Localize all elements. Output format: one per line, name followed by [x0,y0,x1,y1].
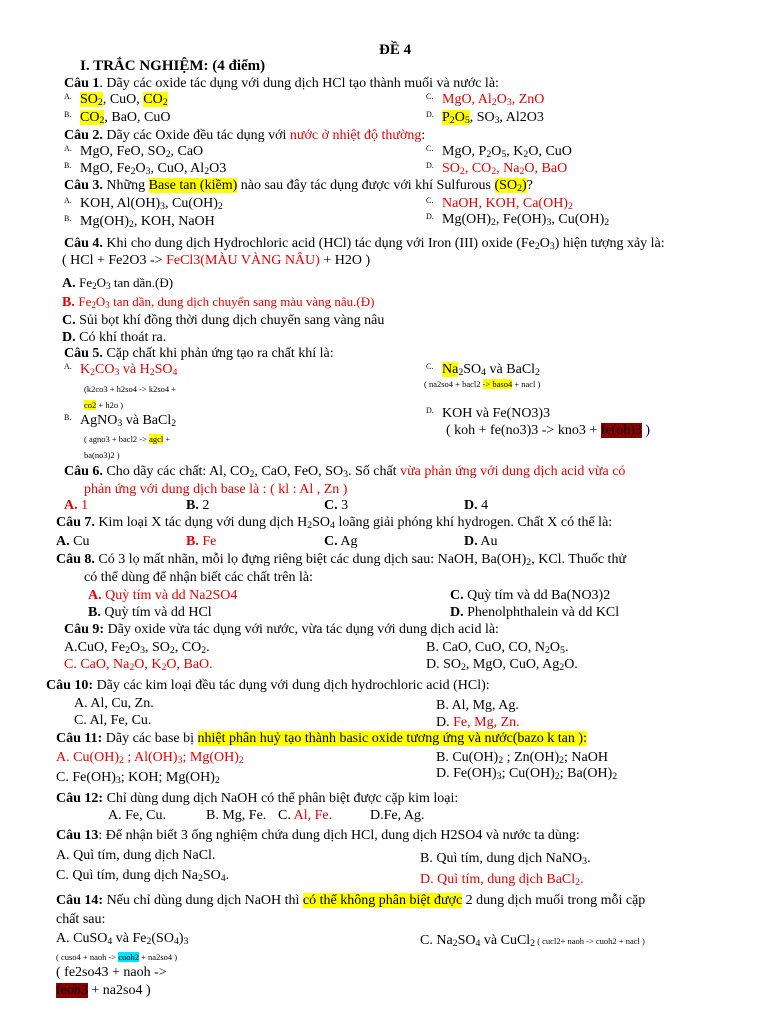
question-8-line2: có thể dùng để nhận biết các chất trên là: [84,570,313,585]
q12-option-c[interactable]: C. Al, Fe. [278,808,333,823]
question-10: Câu 10: Dãy các kim loại đều tác dụng với dung dịch hydrochloric acid (HCl): [46,678,490,693]
q5-option-a[interactable]: A. $K_2CO_3$ và $H_2SO_4$ [64,362,178,378]
question-6: Câu 6. Cho dãy các chất: Al, $CO_2$, CaO, FeO, $SO_3$. Số chất vừa phản ứng với dung dịch acid vừa có [64,464,626,480]
q4-option-d[interactable]: D. Có khí thoát ra. [62,330,167,345]
q7-option-a[interactable]: A. Cu [56,534,90,549]
q5-option-b[interactable]: B. AgNO$_3$ và BaCl$_2$ [64,413,177,429]
question-3: Câu 3. Những Base tan (kiềm) nào sau đây tác dụng được với khí Sulfurous $(SO_2)$? [64,178,533,194]
q5-d-note: ( koh + fe(no3)3 -> kno3 + fe(oh)3 ) [446,423,651,438]
q4-note: ( HCl + Fe2O3 -> FeCl3(MÀU VÀNG NÂU) + H2O ) [62,253,371,268]
q13-option-d[interactable]: D. Quì tím, dung dịch BaCl$_2$. [420,872,584,888]
q6-option-c[interactable]: C. 3 [324,498,349,513]
q11-option-c[interactable]: C. $Fe(OH)_3$; KOH; $Mg(OH)_2$ [56,770,220,786]
q6-option-a[interactable]: A. 1 [64,498,89,513]
q5-c-note: ( na2so4 + bacl2 -> baso4 + nacl ) [424,379,541,389]
q6-option-b[interactable]: B. 2 [186,498,210,513]
q3-option-a[interactable]: A. KOH, $Al(OH)_3$, $Cu(OH)_2$ [64,196,223,212]
q1-option-d[interactable]: D. $P_2O_5$, $SO_3$, Al2O3 [426,110,544,126]
question-7: Câu 7. Kim loại X tác dụng với dung dịch $H_2SO_4$ loãng giải phóng khí hydrogen. Chất X có thể là: [56,515,613,531]
question-5: Câu 5. Cặp chất khi phản ứng tạo ra chất khí là: [64,346,334,361]
question-1: Câu 1. Dãy các oxide tác dụng với dung dịch HCl tạo thành muối và nước là: [64,76,499,91]
question-2: Câu 2. Dãy các Oxide đều tác dụng với nước ở nhiệt độ thường: [64,128,426,143]
page-title: ĐỀ 4 [379,42,412,58]
question-9: Câu 9: Dãy oxide vừa tác dụng với nước, vừa tác dụng với dung dịch acid là: [64,622,499,637]
q4-option-a[interactable]: A. $Fe_2O_3$ tan dần.(Đ) [62,275,174,291]
q4-option-c[interactable]: C. Sủi bọt khí đồng thời dung dịch chuyển sang vàng nâu [62,313,385,328]
q14-a-note2: ( fe2so43 + naoh -> [56,965,167,980]
q7-option-d[interactable]: D. Au [464,534,498,549]
q14-a-note: ( cuso4 + naoh -> cuoh2 + na2so4 ) [56,952,178,962]
q14-option-a[interactable]: A. CuSO$_4$ và $Fe_2(SO_4)_3$ [56,931,189,947]
q5-option-c[interactable]: C. $Na_2SO_4$ và BaCl$_2$ [426,362,540,378]
q5-b-note2: ba(no3)2 ) [84,450,120,460]
q9-option-a[interactable]: A.CuO, $Fe_2O_3$, $SO_2$, $CO_2$. [64,640,210,656]
q1-option-b[interactable]: B. $CO_2$, BaO, CuO [64,110,171,126]
q2-option-b[interactable]: B. MgO, $Fe_2O_3$, CuO, $Al_2O3$ [64,161,227,177]
question-13: Câu 13: Để nhận biết 3 ống nghiệm chứa dung dịch HCl, dung dịch H2SO4 và nước ta dùng: [56,828,580,843]
q13-option-c[interactable]: C. Quì tím, dung dịch $Na_2SO_4$. [56,868,230,884]
q1-option-c[interactable]: C. MgO, $Al_2O_3$, ZnO [426,92,545,108]
q11-option-a[interactable]: A. $Cu(OH)_2$ ; $Al(OH)_3$; $Mg(OH)_2$ [56,750,244,766]
q12-option-a[interactable]: A. Fe, Cu. [108,808,166,823]
q5-b-note: ( agno3 + bacl2 -> agcl + [84,434,171,444]
q11-option-b[interactable]: B. $Cu(OH)_2$ ; $Zn(OH)_2$; NaOH [436,750,608,766]
q14-option-c[interactable]: C. $Na_2SO_4$ và CuCl$_2$ ( cucl2+ naoh -> cuoh2 + nacl ) [420,933,645,949]
q5-a-note: (k2co3 + h2so4 -> k2so4 + [84,384,177,394]
q2-option-d[interactable]: D. $SO_2$, $CO_2$, $Na_2O$, BaO [426,161,568,177]
q3-option-d[interactable]: D. $Mg(OH)_2$, $Fe(OH)_3$, $Cu(OH)_2$ [426,212,610,228]
q9-option-d[interactable]: D. $SO_2$, MgO, CuO, $Ag_2O$. [426,657,578,673]
q8-option-c[interactable]: C. Quỳ tím và dd Ba(NO3)2 [450,588,611,603]
q5-a-note2: co2 + h2o ) [84,400,124,410]
q1-option-a[interactable]: A. $SO_2$, CuO, $CO_2$ [64,92,168,108]
question-14: Câu 14: Nếu chỉ dùng dung dịch NaOH thì có thể không phân biệt được 2 dung dịch muối trong mỗi cặp [56,893,646,908]
q8-option-b[interactable]: B. Quỳ tím và dd HCl [88,605,212,620]
question-14-line2: chất sau: [56,912,106,927]
q2-option-c[interactable]: C. MgO, $P_2O_5$, $K_2O$, CuO [426,144,572,160]
q12-option-b[interactable]: B. Mg, Fe. [206,808,267,823]
q3-option-c[interactable]: C. NaOH, KOH, $Ca(OH)_2$ [426,196,573,212]
q2-option-a[interactable]: A. MgO, FeO, $SO_2$, CaO [64,144,204,160]
q10-option-b[interactable]: B. Al, Mg, Ag. [436,698,519,713]
q3-option-b[interactable]: B. $Mg(OH)_2$, KOH, NaOH [64,214,215,230]
q5-option-d[interactable]: D. KOH và Fe(NO3)3 [426,406,551,421]
q11-option-d[interactable]: D. $Fe(OH)_3$; $Cu(OH)_2$; $Ba(OH)_2$ [436,766,618,782]
question-8: Câu 8. Có 3 lọ mất nhãn, mỗi lọ đựng riêng biệt các dung dịch sau: NaOH, $Ba(OH)_2$, KCl. Thuốc thử [56,552,627,568]
q7-option-b[interactable]: B. Fe [186,534,217,549]
question-12: Câu 12: Chỉ dùng dung dịch NaOH có thể phân biệt được cặp kim loại: [56,791,459,806]
q8-option-a[interactable]: A. Quỳ tím và dd Na2SO4 [88,588,238,603]
q9-option-c[interactable]: C. CaO, $Na_2O$, $K_2O$, BaO. [64,657,213,673]
q10-option-c[interactable]: C. Al, Fe, Cu. [74,713,152,728]
q13-option-b[interactable]: B. Quì tím, dung dịch NaNO$_3$. [420,851,591,867]
section-heading: I. TRẮC NGHIỆM: (4 điểm) [80,58,266,74]
q8-option-d[interactable]: D. Phenolphthalein và dd KCl [450,605,620,620]
q14-a-note3: feoh3 + na2so4 ) [56,983,151,998]
q6-option-d[interactable]: D. 4 [464,498,489,513]
q10-option-a[interactable]: A. Al, Cu, Zn. [74,696,154,711]
q13-option-a[interactable]: A. Quì tím, dung dịch NaCl. [56,848,216,863]
q4-option-b[interactable]: B. $Fe_2O_3$ tan dần, dung dịch chuyển sang màu vàng nâu.(Đ) [62,294,375,310]
q12-option-d[interactable]: D.Fe, Ag. [370,808,425,823]
q7-option-c[interactable]: C. Ag [324,534,358,549]
question-4: Câu 4. Khi cho dung dịch Hydrochloric acid (HCl) tác dụng với Iron (III) oxide $(Fe_2O_3)$ hiện tượng xảy là: [64,236,665,252]
question-11: Câu 11: Dãy các base bị nhiệt phân huỷ tạo thành basic oxide tương ứng và nước(bazo k tan ): [56,731,587,746]
q9-option-b[interactable]: B. CaO, CuO, CO, $N_2O_5$. [426,640,569,656]
q10-option-d[interactable]: D. Fe, Mg, Zn. [436,715,520,730]
question-6-line2: phản ứng với dung dịch base là : ( kl : Al , Zn ) [84,482,348,497]
